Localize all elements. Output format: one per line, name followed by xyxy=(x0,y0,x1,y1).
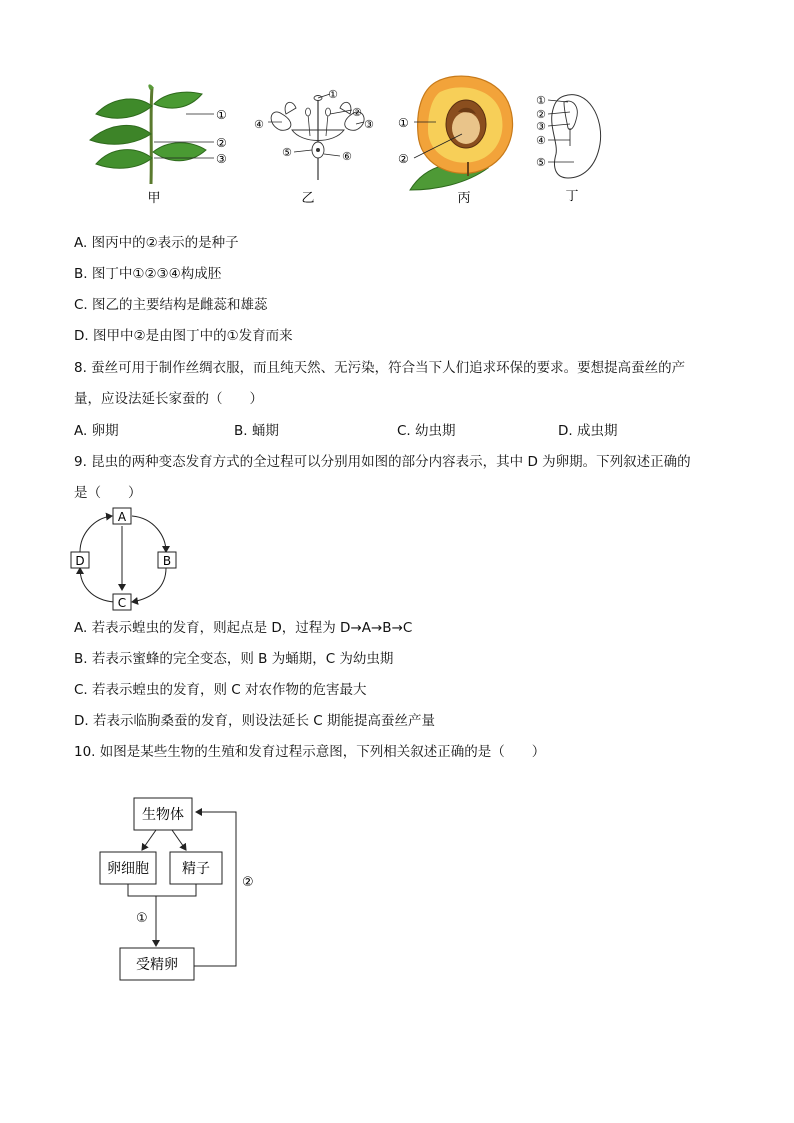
q8-option-c: C. 幼虫期 xyxy=(397,423,456,439)
leaf-shape xyxy=(90,125,151,144)
ding-label-2: ② xyxy=(536,108,546,121)
figure-jia xyxy=(86,84,246,204)
jia-label-1: ① xyxy=(216,108,227,122)
jia-label-3: ③ xyxy=(216,152,227,166)
ding-label-3: ③ xyxy=(536,120,546,133)
q9-option-c: C. 若表示蝗虫的发育，则 C 对农作物的危害最大 xyxy=(74,682,367,698)
q9-option-b: B. 若表示蜜蜂的完全变态，则 B 为蛹期，C 为幼虫期 xyxy=(74,651,394,667)
q10-organism-box: 生物体 xyxy=(142,807,184,823)
bing-label-2: ② xyxy=(398,152,409,166)
q9-node-b: B xyxy=(162,554,172,568)
bing-label-1: ① xyxy=(398,116,409,130)
q10-flow-diagram xyxy=(96,792,276,988)
figure-ding xyxy=(534,88,614,204)
figure-bing xyxy=(396,72,526,204)
ding-label-1: ① xyxy=(536,94,546,107)
q8-stem-line1: 8. 蚕丝可用于制作丝绸衣服，而且纯天然、无污染，符合当下人们追求环保的要求。要想提高蚕丝的产 xyxy=(74,360,686,376)
q9-stem-line1: 9. 昆虫的两种变态发育方式的全过程可以分别用如图的部分内容表示，其中 D 为卵期。下列叙述正确的 xyxy=(74,454,691,470)
q8-stem-line2: 量，应设法延长家蚕的（ ） xyxy=(74,391,263,407)
yi-label-2: ② xyxy=(352,106,362,119)
yi-label-5: ⑤ xyxy=(282,146,292,159)
bing-caption: 丙 xyxy=(457,191,471,204)
q7-option-b: B. 图丁中①②③④构成胚 xyxy=(74,266,222,282)
ding-label-5: ⑤ xyxy=(536,156,546,169)
q9-node-c: C xyxy=(117,596,127,610)
jia-label-2: ② xyxy=(216,136,227,150)
q10-sperm-box: 精子 xyxy=(182,861,210,877)
leaf-shape xyxy=(96,150,152,169)
q10-step-2-label: ② xyxy=(242,875,254,890)
yi-label-3: ③ xyxy=(364,118,374,131)
q9-option-d: D. 若表示临朐桑蚕的发育，则设法延长 C 期能提高蚕丝产量 xyxy=(74,713,435,729)
q9-node-a: A xyxy=(117,510,127,524)
ding-label-4: ④ xyxy=(536,134,546,147)
q7-option-c: C. 图乙的主要结构是雌蕊和雄蕊 xyxy=(74,297,268,313)
yi-label-1: ① xyxy=(328,88,338,101)
yi-caption: 乙 xyxy=(301,191,315,204)
q9-node-d: D xyxy=(75,554,85,568)
yi-label-6: ⑥ xyxy=(342,150,352,163)
ding-caption: 丁 xyxy=(565,189,579,204)
q10-zygote-box: 受精卵 xyxy=(136,957,178,973)
q9-cycle-diagram xyxy=(68,506,180,614)
q10-egg-box: 卵细胞 xyxy=(107,861,149,877)
q10-step-1-label: ① xyxy=(136,911,148,926)
q8-option-d: D. 成虫期 xyxy=(558,423,618,439)
q7-option-a: A. 图丙中的②表示的是种子 xyxy=(74,235,239,251)
q7-option-d: D. 图甲中②是由图丁中的①发育而来 xyxy=(74,328,293,344)
leaf-shape xyxy=(96,99,152,118)
jia-caption: 甲 xyxy=(147,191,161,204)
q8-option-a: A. 卵期 xyxy=(74,423,119,439)
q9-option-a: A. 若表示蝗虫的发育，则起点是 D，过程为 D→A→B→C xyxy=(74,620,413,636)
figure-yi xyxy=(252,84,392,204)
q8-option-b: B. 蛹期 xyxy=(234,423,279,439)
q10-stem: 10. 如图是某些生物的生殖和发育过程示意图，下列相关叙述正确的是（ ） xyxy=(74,744,546,760)
yi-label-4: ④ xyxy=(254,118,264,131)
q9-stem-line2: 是（ ） xyxy=(74,485,142,501)
leaf-shape xyxy=(154,92,202,108)
